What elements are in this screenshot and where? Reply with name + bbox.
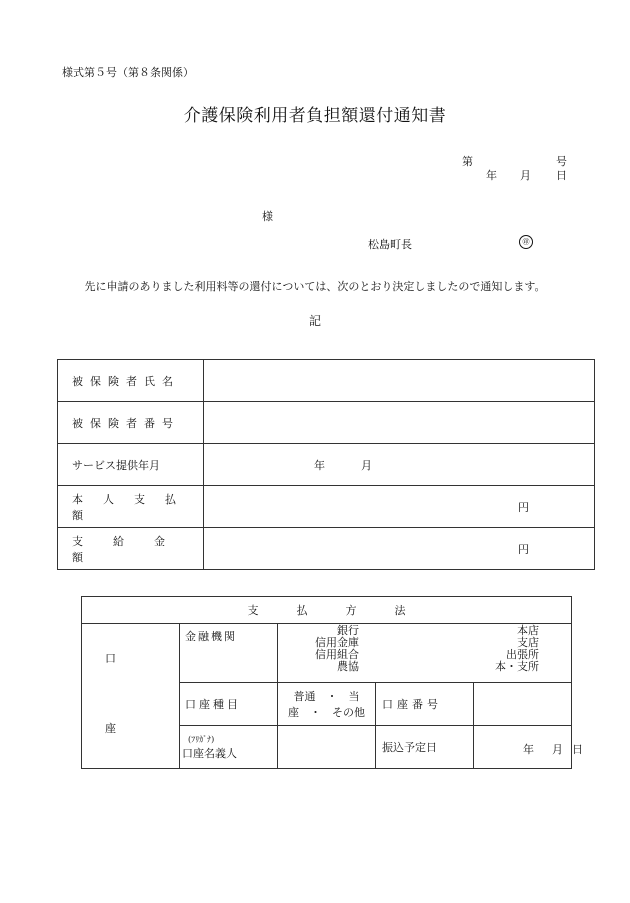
transfer-day-unit: 日: [572, 743, 583, 756]
table-row: [58, 444, 595, 486]
service-year-unit: 年: [314, 459, 325, 472]
date-year: 年: [486, 169, 497, 182]
service-month-unit: 月: [361, 459, 372, 472]
service-month-label: サービス提供年月: [58, 444, 204, 486]
account-holder-value[interactable]: [278, 726, 376, 769]
insured-name-value[interactable]: [204, 360, 595, 402]
date-day: 日: [556, 169, 567, 182]
transfer-date-value[interactable]: [474, 726, 583, 769]
transfer-month-unit: 月: [552, 743, 563, 756]
account-label-1: 口: [105, 652, 116, 665]
branch-type: 本店: [517, 624, 539, 637]
payment-amount-value[interactable]: [204, 528, 595, 570]
yen-unit: 円: [518, 543, 529, 556]
table-row: [58, 360, 595, 402]
account-section-label: [82, 624, 180, 769]
yen-unit: 円: [518, 501, 529, 514]
payment-amount-label: 支給金額: [58, 528, 204, 570]
insured-name-label: 被保険者氏名: [58, 360, 204, 402]
document-title: 介護保険利用者負担額還付通知書: [183, 106, 447, 126]
financial-institution-value[interactable]: [278, 624, 572, 683]
branch-type: 本・支所: [495, 660, 539, 673]
furigana-label: (ﾌﾘｶﾞﾅ): [188, 734, 215, 744]
bank-type-list: [315, 625, 359, 673]
table-row: [82, 597, 572, 624]
account-holder-label-cell: [180, 726, 278, 769]
account-type-label: 口座種目: [180, 683, 278, 726]
account-holder-label: 口座名義人: [182, 746, 237, 760]
refund-details-table: [57, 359, 595, 570]
transfer-year-unit: 年: [523, 743, 534, 756]
table-row: [58, 528, 595, 570]
service-month-value[interactable]: [204, 444, 595, 486]
branch-type: 出張所: [506, 648, 539, 661]
table-row: [82, 624, 572, 683]
bank-type: 信用組合: [315, 648, 359, 661]
payment-method-table: [81, 596, 583, 769]
self-payment-value[interactable]: [204, 486, 595, 528]
recipient-honorific: 様: [262, 210, 273, 223]
form-number: 様式第５号（第８条関係）: [62, 66, 194, 79]
ki-heading: 記: [308, 314, 321, 328]
account-number-label: 口座番号: [376, 683, 474, 726]
date-month: 月: [520, 169, 531, 182]
account-number-value[interactable]: [474, 683, 572, 726]
financial-institution-label: 金融機関: [180, 624, 278, 683]
bank-type: 農協: [337, 660, 359, 673]
doc-number-suffix: 号: [556, 155, 567, 168]
branch-type-list: [495, 625, 539, 673]
issuer-name: 松島町長: [368, 238, 412, 251]
self-payment-label: 本人支払額: [58, 486, 204, 528]
insured-number-value[interactable]: [204, 402, 595, 444]
account-type-options[interactable]: 普通 ・ 当座 ・ その他: [278, 683, 376, 726]
table-row: [58, 486, 595, 528]
branch-type: 支店: [517, 636, 539, 649]
intro-text: 先に申請のありました利用料等の還付については、次のとおり決定しましたので通知します。: [84, 280, 546, 293]
doc-number-prefix: 第: [462, 155, 473, 168]
table-row: [58, 402, 595, 444]
bank-type: 銀行: [337, 624, 359, 637]
payment-method-header: 支払方法: [82, 597, 572, 624]
bank-type: 信用金庫: [315, 636, 359, 649]
insured-number-label: 被保険者番号: [58, 402, 204, 444]
account-label-2: 座: [105, 722, 116, 735]
seal-mark: ㊞: [519, 235, 533, 249]
transfer-date-label: 振込予定日: [376, 726, 474, 769]
